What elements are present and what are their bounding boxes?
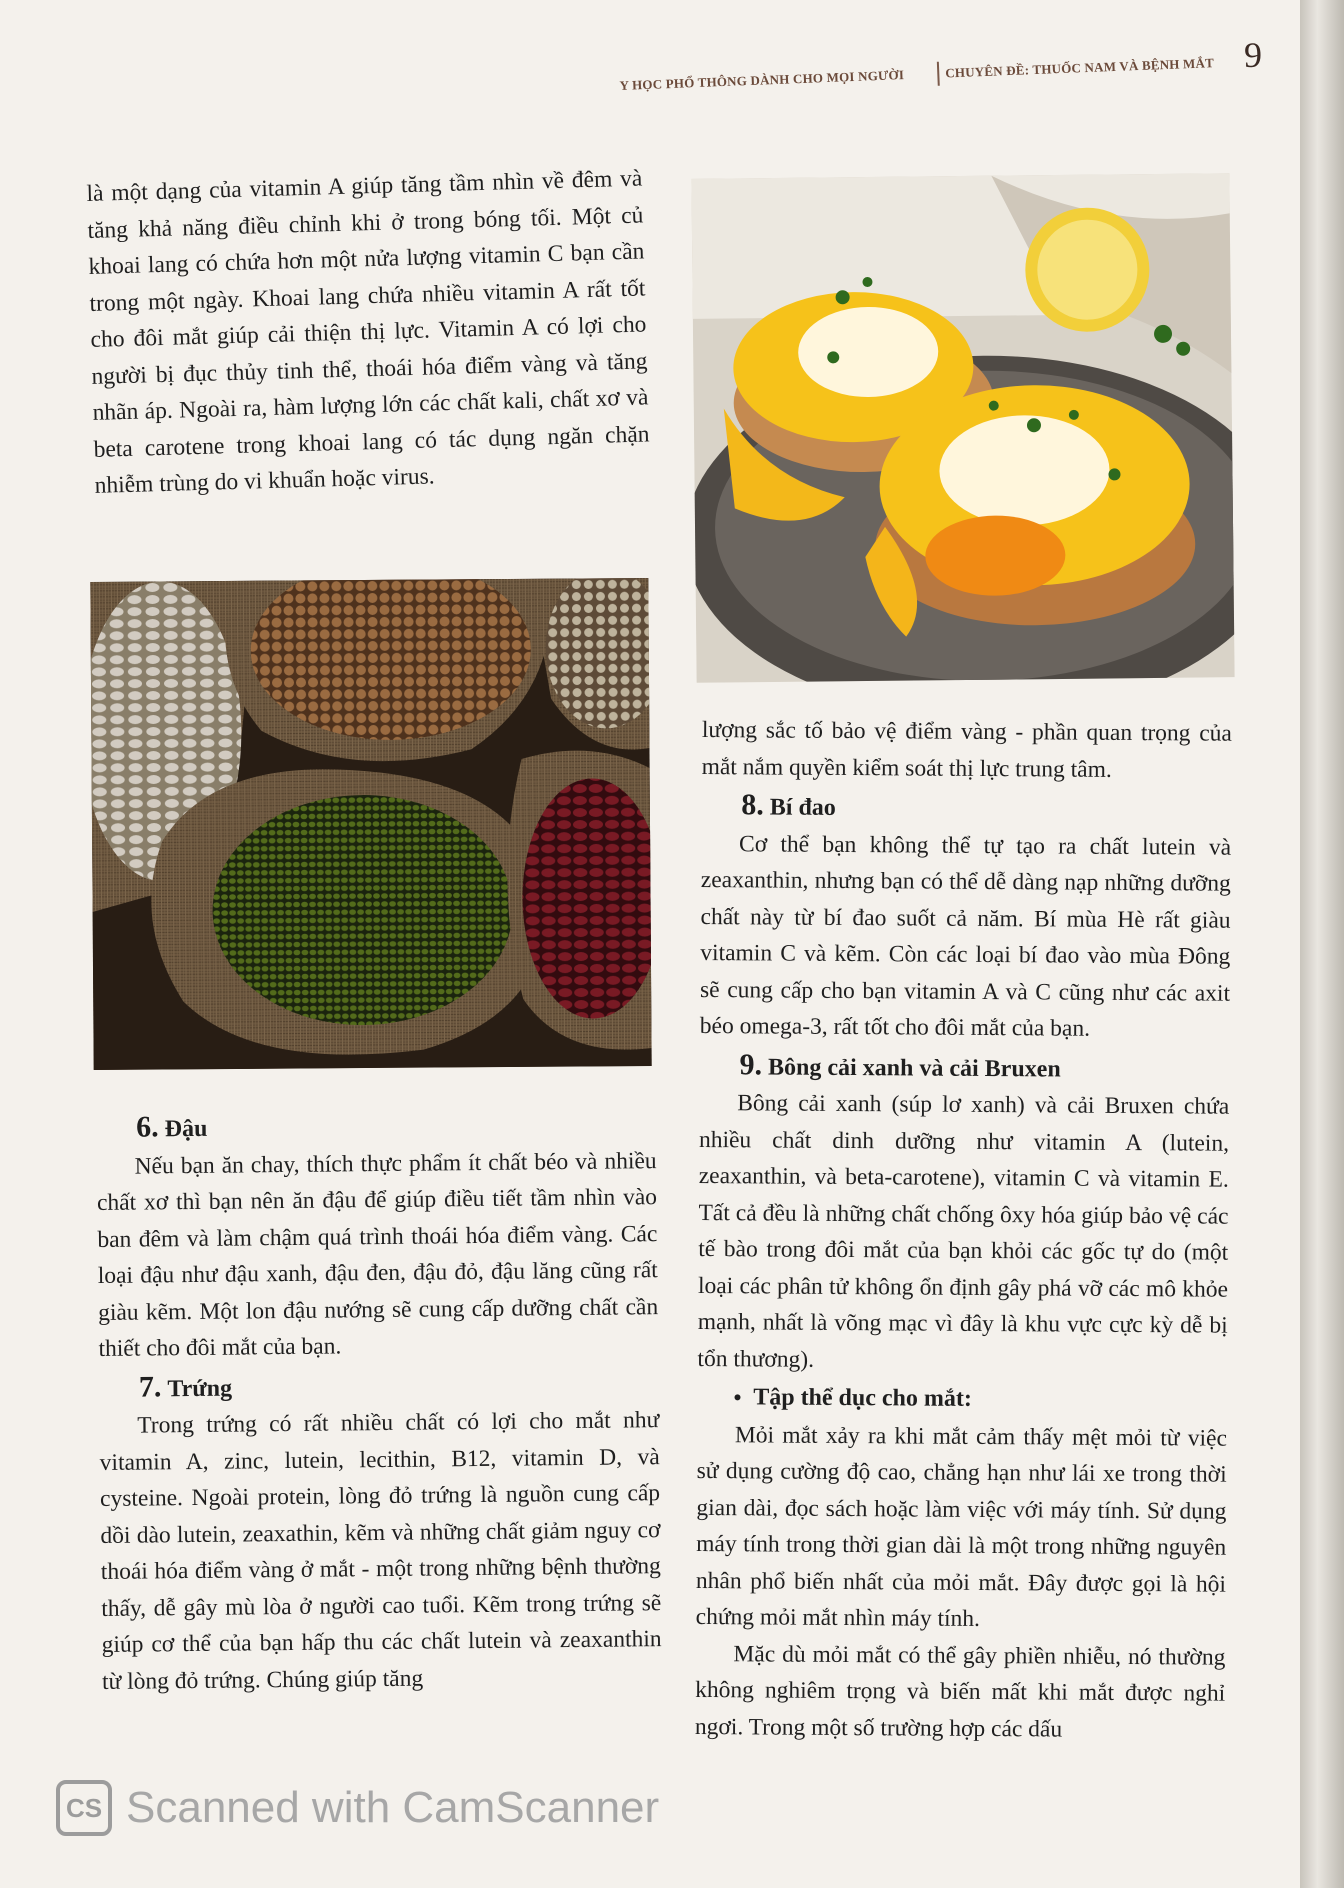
camscanner-logo: CS [56, 1780, 112, 1836]
exercise-heading [733, 1379, 1227, 1420]
header-book-title: Y HỌC PHỔ THÔNG DÀNH CHO MỌI NGƯỜI [619, 67, 905, 94]
exercise-title: Tập thể dục cho mắt: [753, 1384, 973, 1412]
header-topic: CHUYÊN ĐỀ: THUỐC NAM VÀ BỆNH MẮT [944, 55, 1215, 81]
section-6-heading [136, 1104, 656, 1148]
beans-photo [90, 578, 651, 1070]
section-6-title: Đậu [164, 1115, 208, 1143]
camscanner-watermark [56, 1780, 659, 1836]
intro-paragraph: là một dạng của vitamin A giúp tăng tầm nhìn về đêm và tăng khả năng điều chỉnh khi ở trong bóng tối. Một củ khoai lang có chứa hơn một nửa lượng vitamin C bạn cần trong một ngày. Khoai lang chứa nhiều vitamin A rất tốt cho đôi mắt giúp cải thiện thị lực. Vitamin A có lợi cho người bị đục thủy tinh thể, thoái hóa điểm vàng và tăng nhãn áp. Ngoài ra, hàm lượng lớn các chất kali, chất xơ và beta carotene trong khoai lang có tác dụng ngăn chặn nhiễm trùng do vi khuẩn hoặc virus. [86, 165, 650, 499]
section-8-title: Bí đao [769, 794, 836, 821]
section-6-body: Nếu bạn ăn chay, thích thực phẩm ít chất béo và nhiều chất xơ thì bạn nên ăn đậu để giúp điều tiết tầm nhìn vào ban đêm và làm chậm quá trình thoái hóa điểm vàng. Các loại đậu như đậu xanh, đậu đen, đậu đỏ, đậu lăng cũng rất giàu kẽm. Một lon đậu nướng sẽ cung cấp dưỡng chất cần thiết cho đôi mắt của bạn. [96, 1147, 659, 1362]
header-separator [937, 62, 940, 86]
section-9-title: Bông cải xanh và cải Bruxen [767, 1053, 1061, 1083]
camscanner-text: Scanned with CamScanner [126, 1783, 660, 1832]
left-column-intro [86, 160, 651, 504]
section-9-number: 9. [739, 1047, 763, 1081]
exercise-paragraph-1: Mỏi mắt xảy ra khi mắt cảm thấy mệt mỏi từ việc sử dụng cường độ cao, chẳng hạn như lái xe trong thời gian dài, đọc sách hoặc làm việc với máy tính. Sử dụng máy tính trong thời gian dài là một trong những nguyên nhân phổ biến nhất của mỏi mắt. Đây được gọi là hội chứng mỏi mắt nhìn máy tính. [695, 1421, 1228, 1633]
section-7-number: 7. [138, 1369, 162, 1404]
eggs-illustration [691, 173, 1234, 683]
section-8-heading [741, 787, 1231, 829]
section-8-number: 8. [741, 788, 764, 822]
section-9-heading [739, 1047, 1229, 1089]
right-column-sections [695, 712, 1232, 1749]
beans-illustration [90, 578, 651, 1070]
eggs-benedict-photo [691, 173, 1234, 683]
section-9-body: Bông cải xanh (súp lơ xanh) và cải Bruxen chứa nhiều chất dinh dưỡng như vitamin A (lutein, zeaxanthin, và beta-carotene), vitamin C và vitamin E. Tất cả đều là những chất chống ôxy hóa giúp bảo vệ các tế bào trong đôi mắt của bạn khỏi các gốc tự do (một loại các phân tử không ổn định gây phá vỡ các mô khỏe mạnh, nhất là võng mạc vì đây là khu vực cực kỳ dễ bị tổn thương). [697, 1090, 1230, 1373]
section-7-body: Trong trứng có rất nhiều chất có lợi cho mắt như vitamin A, zinc, lutein, lecithin, B12, vitamin D, và cysteine. Ngoài protein, lòng đỏ trứng là nguồn cung cấp dồi dào lutein, zeaxathin, kẽm và những chất giảm nguy cơ thoái hóa điểm vàng ở mắt - một trong những bệnh thường thấy, dễ gây mù lòa ở người cao tuổi. Kẽm trong trứng sẽ giúp cơ thể của bạn hấp thu các chất lutein và zeaxanthin từ lòng đỏ trứng. Chúng giúp tăng [99, 1407, 662, 1695]
section-8-body: Cơ thể bạn không thể tự tạo ra chất lutein và zeaxanthin, nhưng bạn có thể dễ dàng nạp những dưỡng chất này từ bí đao suốt cả năm. Bí mùa Hè rất giàu vitamin C và kẽm. Còn các loại bí đao vào mùa Đông sẽ cung cấp cho bạn vitamin A và C cũng như các axit béo omega-3, rất tốt cho đôi mắt của bạn. [699, 830, 1232, 1042]
left-column-sections [96, 1102, 662, 1700]
section-7-heading [139, 1364, 659, 1408]
section-7-title: Trứng [167, 1375, 233, 1402]
page-number: 9 [1244, 35, 1262, 75]
exercise-paragraph-2: Mặc dù mỏi mắt có thể gây phiền nhiễu, nó thường không nghiêm trọng và biến mất khi mắt được nghỉ ngơi. Trong một số trường hợp các dấu [694, 1640, 1226, 1743]
page-edge [1300, 0, 1344, 1888]
continuation-paragraph: lượng sắc tố bảo vệ điểm vàng - phần quan trọng của mắt nắm quyền kiểm soát thị lực trung tâm. [701, 716, 1232, 783]
section-6-number: 6. [136, 1110, 159, 1144]
